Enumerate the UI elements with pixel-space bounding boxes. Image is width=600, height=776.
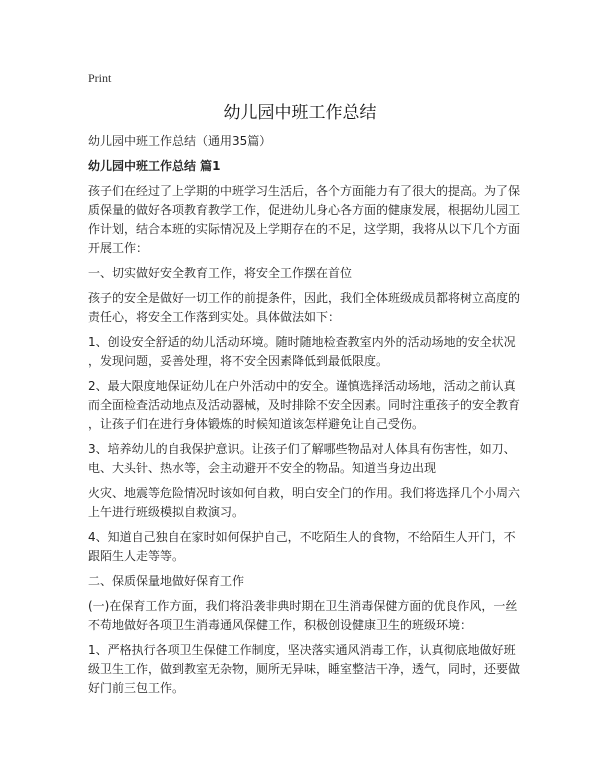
paragraph [88, 264, 528, 283]
text-line: ，让孩子们在进行身体锻炼的时候知道该怎样避免让自己受伤。 [88, 417, 425, 431]
text-line: 好门前三包工作。 [88, 681, 185, 695]
text-line: 幼儿园中班工作总结 篇1 [88, 159, 221, 173]
text-line: 火灾、地震等危险情况时该如何自救，明白安全门的作用。我们将选择几个小周六 [88, 486, 521, 500]
text-line: 一、切实做好安全教育工作，将安全工作摆在首位 [88, 266, 353, 280]
paragraph [88, 597, 528, 635]
paragraph [88, 572, 528, 591]
text-line: ，发现问题，妥善处理，将不安全因素降低到最低限度。 [88, 354, 389, 368]
document-title: 幼儿园中班工作总结 [223, 103, 377, 123]
text-line: 质保量的做好各项教育教学工作，促进幼儿身心各方面的健康发展，根据幼儿园工 [88, 203, 521, 217]
text-line: 责任心，将安全工作落到实处。具体做法如下： [88, 310, 341, 324]
text-line: 开展工作： [88, 241, 149, 255]
text-line: 4、知道自己独自在家时如何保护自己，不吃陌生人的食物，不给陌生人开门，不 [88, 530, 516, 544]
paragraph [88, 377, 528, 434]
paragraph [88, 289, 528, 327]
text-line: 电、大头针、热水等，会主动避开不安全的物品。知道当身边出现 [88, 461, 437, 475]
paragraph [88, 641, 528, 698]
text-line: 1、严格执行各项卫生保健工作制度，坚决落实通风消毒工作，认真彻底地做好班 [88, 643, 516, 657]
print-link[interactable]: Print [88, 71, 112, 85]
text-line: 跟陌生人走等等。 [88, 549, 185, 563]
paragraph [88, 333, 528, 371]
text-line: 1、创设安全舒适的幼儿活动环境。随时随地检查教室内外的活动场地的安全状况 [88, 335, 516, 349]
text-line: 二、保质保量地做好保育工作 [88, 574, 245, 588]
text-line: (一)在保育工作方面，我们将沿袭非典时期在卫生消毒保健方面的优良作风，一丝 [88, 599, 518, 613]
document-body [88, 132, 528, 704]
paragraph [88, 132, 528, 151]
paragraph [88, 484, 528, 522]
text-line: 级卫生工作，做到教室无杂物，厕所无异味，睡室整洁干净，透气，同时，还要做 [88, 662, 521, 676]
text-line: 3、培养幼儿的自我保护意识。让孩子们了解哪些物品对人体具有伤害性，如刀、 [88, 442, 516, 456]
paragraph [88, 182, 528, 258]
text-line: 孩子的安全是做好一切工作的前提条件，因此，我们全体班级成员都将树立高度的 [88, 291, 521, 305]
paragraph [88, 528, 528, 566]
text-line: 上午进行班级模拟自救演习。 [88, 505, 245, 519]
text-line: 而全面检查活动地点及活动器械，及时排除不安全因素。同时注重孩子的安全教育 [88, 398, 521, 412]
paragraph [88, 440, 528, 478]
text-line: 幼儿园中班工作总结（通用35篇） [88, 134, 272, 148]
section-heading [88, 157, 528, 176]
text-line: 孩子们在经过了上学期的中班学习生活后，各个方面能力有了很大的提高。为了保 [88, 184, 521, 198]
text-line: 作计划，结合本班的实际情况及上学期存在的不足，这学期，我将从以下几个方面 [88, 222, 521, 236]
text-line: 2、最大限度地保证幼儿在户外活动中的安全。谨慎选择活动场地，活动之前认真 [88, 379, 516, 393]
text-line: 不苟地做好各项卫生消毒通风保健工作，积极创设健康卫生的班级环境： [88, 618, 473, 632]
